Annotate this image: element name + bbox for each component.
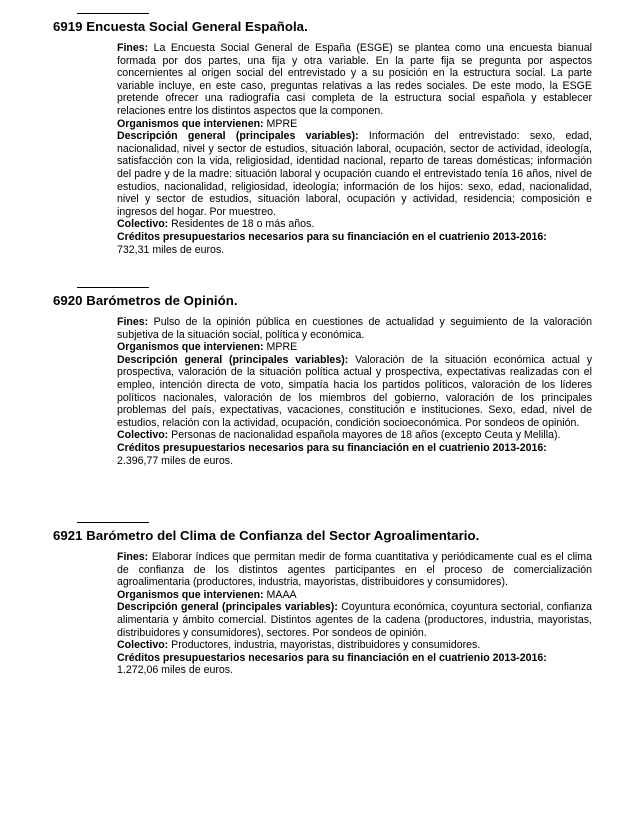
entry-title: 6919 Encuesta Social General Española. [53, 19, 308, 34]
creditos-label: Créditos presupuestarios necesarios para su financiación en el cuatrienio 2013-2016: [117, 230, 547, 243]
colectivo-label: Colectivo: [117, 218, 169, 231]
creditos-label: Créditos presupuestarios necesarios para su financiación en el cuatrienio 2013-2016: [117, 651, 547, 664]
descripcion-paragraph [117, 130, 592, 218]
descripcion-paragraph [117, 354, 592, 430]
creditos-value: 1.272,06 miles de euros. [117, 664, 234, 677]
colectivo-text: Productores, industria, mayoristas, distribuidores y consumidores. [171, 639, 481, 652]
fines-paragraph [117, 42, 592, 118]
entry-title: 6920 Barómetros de Opinión. [53, 293, 238, 308]
colectivo-text: Residentes de 18 o más años. [171, 218, 315, 231]
colectivo-label: Colectivo: [117, 429, 169, 442]
creditos-value: 2.396,77 miles de euros. [117, 454, 234, 467]
colectivo-paragraph [117, 218, 592, 231]
organismos-label: Organismos que intervienen: [117, 117, 264, 130]
fines-text: Elaborar índices que permitan medir de forma cuantitativa y periódicamente cual es el clima de confianza de los distintos agentes participantes en el proceso de comercialización agroalimentaria (productores, industria, mayoristas, distribuidores y consumidores). [117, 551, 592, 589]
entry-body [117, 42, 592, 256]
organismos-label: Organismos que intervienen: [117, 588, 264, 601]
fines-paragraph [117, 316, 592, 341]
descripcion-text: Coyuntura económica, coyuntura sectorial, confianza alimentaria y ámbito comercial. Distintos agentes de la cadena (productores, industria, mayoristas, distribuidores y consumidores), sectores. Por sondeos de opinión. [117, 601, 593, 639]
fines-text: Pulso de la opinión pública en cuestiones de actualidad y seguimiento de la valoración subjetiva de la situación social, política y económica. [117, 316, 592, 341]
colectivo-label: Colectivo: [117, 639, 169, 652]
fines-label: Fines: [117, 42, 149, 54]
entry-title: 6921 Barómetro del Clima de Confianza del Sector Agroalimentario. [53, 528, 480, 543]
entry-body [117, 551, 592, 677]
fines-label: Fines: [117, 551, 149, 563]
descripcion-text: Valoración de la situación económica actual y prospectiva, valoración de la situación política actual y prospectiva, expectativas realizadas con el empleo, intención directa de voto, simpatía hacia los partidos políticos, valoración de los líderes políticos nacionales, valoración de los miembros del gobierno, valoración de los principales problemas del país, expectativas, vacaciones, constitución e instituciones. Sexo, edad, nivel de estudios, relación con la actividad, ocupación, condición socioeconómica. Por sondeos de opinión. [117, 353, 593, 429]
descripcion-label: Descripción general (principales variables): [117, 353, 349, 366]
entry-body [117, 316, 592, 467]
descripcion-label: Descripción general (principales variables): [117, 601, 338, 614]
separator-rule [77, 287, 149, 288]
separator-rule [77, 13, 149, 14]
fines-paragraph [117, 551, 592, 589]
organismos-paragraph [117, 118, 592, 131]
colectivo-text: Personas de nacionalidad española mayores de 18 años (excepto Ceuta y Melilla). [171, 429, 561, 442]
colectivo-paragraph [117, 429, 592, 442]
organismos-label: Organismos que intervienen: [117, 341, 264, 354]
organismos-text: MAAA [266, 588, 297, 601]
fines-text: La Encuesta Social General de España (ESGE) se plantea como una encuesta bianual formada por dos partes, una fija y otra variable. En la parte fija se pregunta por aspectos concernientes al origen social del entrevistado y a su posición en la estructura social. La parte variable incluye, en este caso, preguntas relativas a las redes sociales. De este modo, la ESGE pretende ofrecer una radiografía casi completa de la estructura social española y establecer relaciones entre los distintos aspectos que la componen. [117, 42, 592, 117]
fines-label: Fines: [117, 316, 149, 328]
creditos-value: 732,31 miles de euros. [117, 243, 225, 256]
colectivo-paragraph [117, 639, 592, 652]
creditos-label: Créditos presupuestarios necesarios para su financiación en el cuatrienio 2013-2016: [117, 441, 547, 454]
separator-rule [77, 522, 149, 523]
organismos-text: MPRE [266, 341, 298, 354]
organismos-paragraph [117, 341, 592, 354]
descripcion-paragraph [117, 601, 592, 639]
organismos-text: MPRE [266, 117, 298, 130]
organismos-paragraph [117, 589, 592, 602]
descripcion-text: Información del entrevistado: sexo, edad, nacionalidad, nivel y sector de estudios, situación laboral, ocupación, sector de actividad, ideología, satisfacción con la vida, religiosidad, identidad nacional, reparto de tareas domésticas; información del padre y de la madre: situación laboral y ocupación cuando el entrevistado tenía 16 años, nivel de estudios, nacionalidad, religiosidad, ideología; información de los hijos: sexo, edad, nacionalidad, nivel y sector de estudios, situación laboral, ocupación y actividad, residencia; composición e ingresos del hogar. Por muestreo. [117, 130, 592, 218]
descripcion-label: Descripción general (principales variables): [117, 130, 359, 143]
